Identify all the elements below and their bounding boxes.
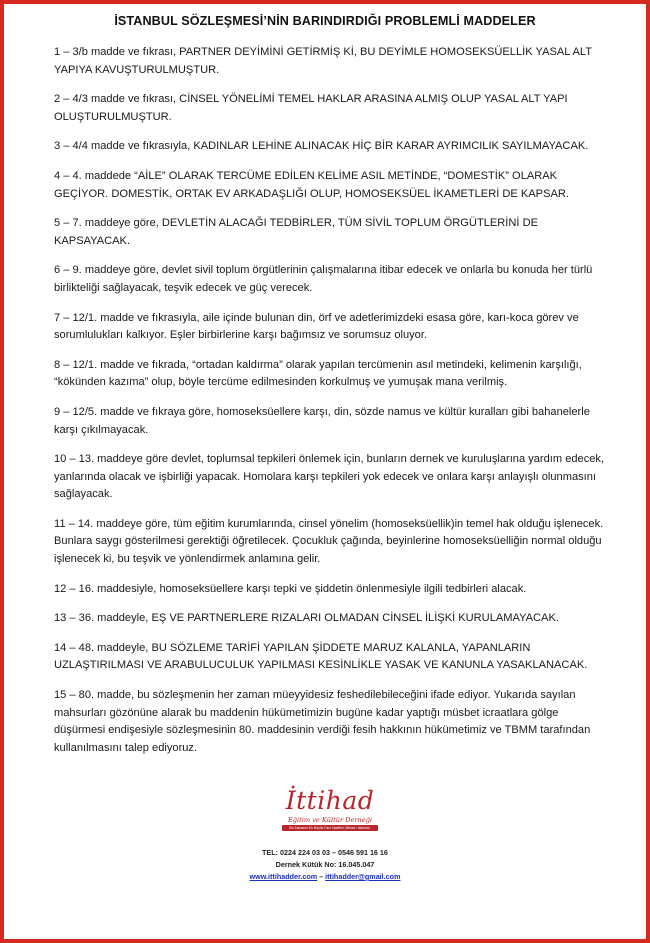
list-item: 7 – 12/1. madde ve fıkrasıyla, aile içinde bulunan din, örf ve adetlerimizdeki esasa göre, karı-koca görev ve sorumlulukları kalkıyor. Eşler birbirlerine karşı bağımsız ve sorumsuz oluyor.: [54, 311, 579, 342]
web-line: [4, 871, 646, 883]
logo-tagline-bar: [282, 825, 378, 831]
list-item: 1 – 3/b madde ve fıkrası, PARTNER DEYİMİNİ GETİRMİŞ Kİ, BU DEYİMLE HOMOSEKSÜELLİK YASAL ALT YAPIYA KAVUŞTURULMUŞTUR.: [54, 46, 592, 76]
item-list: [54, 44, 610, 769]
list-item: 11 – 14. maddeye göre, tüm eğitim kurumlarında, cinsel yönelim (homoseksüellik)in temel hak olduğu işlenecek. Bunlara saygı gösterilmesi gerektiği öğretilecek. Çocukluk çağında, beyinlerine homoseksüelliğin normal olduğu işlenecek ki, bu teşvik ve yönlendirmek anlamına gelir.: [54, 517, 604, 566]
contact-block: [4, 847, 646, 883]
phone-line: TEL: 0224 224 03 03 – 0546 591 16 16: [262, 848, 388, 857]
logo-name: İttihad: [285, 786, 375, 815]
list-item: 2 – 4/3 madde ve fıkrası, CİNSEL YÖNELİMİ TEMEL HAKLAR ARASINA ALMIŞ OLUP YASAL ALT YAPI OLUŞTURULMUŞTUR.: [54, 93, 568, 123]
list-item: 8 – 12/1. madde ve fıkrada, “ortadan kaldırma” olarak yapılan tercümenin asıl metindeki, kelimenin karşılığı, “kökünden kazıma” olup, böyle tercüme edilmesinden korkulmuş ve yumuşak mana verilmiş.: [54, 358, 582, 389]
link-separator: –: [317, 872, 326, 881]
list-item: 3 – 4/4 madde ve fıkrasıyla, KADINLAR LEHİNE ALINACAK HİÇ BİR KARAR AYRIMCILIK SAYILMAYACAK.: [54, 140, 589, 153]
list-item: 6 – 9. maddeye göre, devlet sivil toplum örgütlerinin çalışmalarına itibar edecek ve onlarla bu konuda her türlü birlikteliği sağlayacak, teşvik edecek ve güç verecek.: [54, 264, 593, 294]
logo-subtitle: Eğitim ve Kültür Derneği: [287, 816, 373, 824]
ittihad-logo: [274, 786, 386, 836]
list-item: 12 – 16. maddesiyle, homoseksüellere karşı tepki ve şiddetin önlenmesiyle ilgili tedbirleri alacak.: [54, 582, 527, 595]
list-item: 9 – 12/5. madde ve fıkraya göre, homoseksüellere karşı, din, sözde namus ve kültür kuralları gibi bahanelerle karşı çıkılmayacak.: [54, 405, 590, 436]
logo-tagline: Bu Zamanın En Büyük Farz Vazifesi; İttihad-ı İslamdır.: [289, 826, 371, 830]
website-link[interactable]: www.ittihadder.com: [249, 872, 318, 881]
document-title: İSTANBUL SÖZLEŞMESİ’NİN BARINDIRDIĞI PROBLEMLİ MADDELER: [114, 14, 536, 28]
list-item: 15 – 80. madde, bu sözleşmenin her zaman müeyyidesiz feshedilebileceğini ifade ediyor. Yukarıda sayılan mahsurları gözönüne alarak bu maddenin hükümetimizin bugüne kadar yaptığı müsbet icraatlara gölge düşürmesi endişesiyle sözleşmesinin 80. maddesinin verdiği fesih hakkının hükümetimiz ve TBMM tarafından kullanılmasını talep ediyoruz.: [54, 689, 591, 754]
registry-line: Dernek Kütük No: 16.045.047: [275, 860, 375, 869]
list-item: 4 – 4. maddede “AİLE” OLARAK TERCÜME EDİLEN KELİME ASIL METİNDE, “DOMESTİK” OLARAK GEÇİYOR. DOMESTİK, ORTAK EV ARKADAŞLIĞI OLUP, HOMOSEKSÜEL İKAMETLERİ DE KAPSAR.: [54, 169, 569, 200]
list-item: 14 – 48. maddeyle, BU SÖZLEME TARİFİ YAPILAN ŞİDDETE MARUZ KALANLA, YAPANLARIN UZLAŞTIRILMASI VE ARABULUCULUK YAPILMASI KESİNLİKLE YASAK VE KANUNLA YASAKLANACAK.: [54, 641, 588, 672]
email-link[interactable]: ittihadder@gmail.com: [325, 872, 401, 881]
list-item: 5 – 7. maddeye göre, DEVLETİN ALACAĞI TEDBİRLER, TÜM SİVİL TOPLUM ÖRGÜTLERİNİ DE KAPSAYACAK.: [54, 217, 538, 247]
list-item: 10 – 13. maddeye göre devlet, toplumsal tepkileri önlemek için, bunların dernek ve kuruluşlarına yardım edecek, yanlarında olacak ve işbirliği yapacak. Homolara karşı tepkileri yok edecek ve onlara karşı anlayışlı olunmasını sağlayacak.: [54, 453, 605, 501]
list-item: 13 – 36. maddeyle, EŞ VE PARTNERLERE RIZALARI OLMADAN CİNSEL İLİŞKİ KURULAMAYACAK.: [54, 612, 559, 625]
